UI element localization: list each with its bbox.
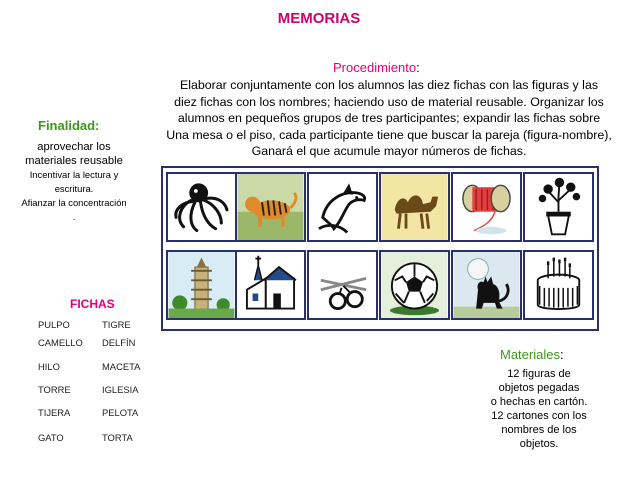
card-tower[interactable] <box>166 250 237 320</box>
procedimiento-line: Elaborar conjuntamente con los alumnos las diez fichas con las figuras y las <box>179 78 599 92</box>
octopus-icon <box>168 174 235 240</box>
materiales-heading-colon: : <box>559 347 564 362</box>
flowerpot-icon <box>525 174 592 240</box>
cat-icon <box>453 252 520 318</box>
soccer-ball-icon <box>381 252 448 318</box>
materiales-line: 12 figuras de <box>507 368 571 380</box>
procedimiento-heading <box>333 60 420 75</box>
finalidad-line: aprovechar los <box>37 141 111 153</box>
card-church[interactable] <box>235 250 306 320</box>
tiger-icon <box>237 174 304 240</box>
ficha-word: CAMELLO <box>38 337 83 348</box>
materiales-heading-label: Materiales <box>500 347 560 362</box>
materiales-line: nombres de los <box>501 424 577 436</box>
fichas-heading: FICHAS <box>70 297 115 311</box>
procedimiento-line: alumnos en pequeños grupos de tres participantes; expandir las fichas sobre <box>177 111 601 125</box>
ficha-word: PELOTA <box>102 407 139 418</box>
finalidad-line: Incentivar la lectura y <box>29 169 119 180</box>
card-cake[interactable] <box>523 250 594 320</box>
thread-spool-icon <box>453 174 520 240</box>
procedimiento-line: diez fichas con los nombres; haciendo uso de material reusable. Organizar los <box>174 94 604 109</box>
cards-grid <box>161 166 599 331</box>
card-dolphin[interactable] <box>307 172 378 242</box>
card-tiger[interactable] <box>235 172 306 242</box>
church-icon <box>237 252 304 318</box>
materiales-line: 12 cartones con los <box>491 410 587 422</box>
procedimiento-heading-colon: : <box>416 60 420 75</box>
card-scissors[interactable] <box>307 250 378 320</box>
finalidad-line: . <box>72 211 76 222</box>
ficha-word: TIGRE <box>102 319 131 330</box>
materiales-line: objetos. <box>519 438 559 450</box>
card-octopus[interactable] <box>166 172 237 242</box>
card-flowerpot[interactable] <box>523 172 594 242</box>
finalidad-line: Afianzar la concentración <box>21 197 127 208</box>
materiales-line: objetos pegadas <box>498 382 580 394</box>
ficha-word: HILO <box>38 361 60 372</box>
ficha-word: MACETA <box>102 361 141 372</box>
materiales-heading <box>500 347 564 362</box>
procedimiento-text <box>158 77 620 160</box>
ficha-word: TORRE <box>38 384 71 395</box>
ficha-word: PULPO <box>38 319 70 330</box>
ficha-word: TIJERA <box>38 407 71 418</box>
ficha-word: TORTA <box>102 432 133 443</box>
scissors-icon <box>309 252 376 318</box>
finalidad-text <box>0 140 148 224</box>
materiales-line: o hechas en cartón. <box>490 396 588 408</box>
finalidad-line: escritura. <box>54 183 94 194</box>
finalidad-line: materiales reusable <box>25 155 123 167</box>
tower-icon <box>168 252 235 318</box>
procedimiento-line: Una mesa o el piso, cada participante tiene que buscar la pareja (figura-nombre), <box>166 127 612 142</box>
procedimiento-heading-label: Procedimiento <box>333 60 417 75</box>
card-soccer-ball[interactable] <box>379 250 450 320</box>
ficha-word: IGLESIA <box>102 384 139 395</box>
camel-icon <box>381 174 448 240</box>
card-cat[interactable] <box>451 250 522 320</box>
dolphin-icon <box>309 174 376 240</box>
ficha-word: GATO <box>38 432 64 443</box>
procedimiento-line: Ganará el que acumule mayor números de fichas. <box>251 144 527 158</box>
materiales-text <box>474 367 604 451</box>
page-title: MEMORIAS <box>277 10 361 27</box>
card-thread-spool[interactable] <box>451 172 522 242</box>
finalidad-heading: Finalidad: <box>38 118 100 133</box>
cake-icon <box>525 252 592 318</box>
card-camel[interactable] <box>379 172 450 242</box>
ficha-word: DELFÍN <box>102 337 136 348</box>
